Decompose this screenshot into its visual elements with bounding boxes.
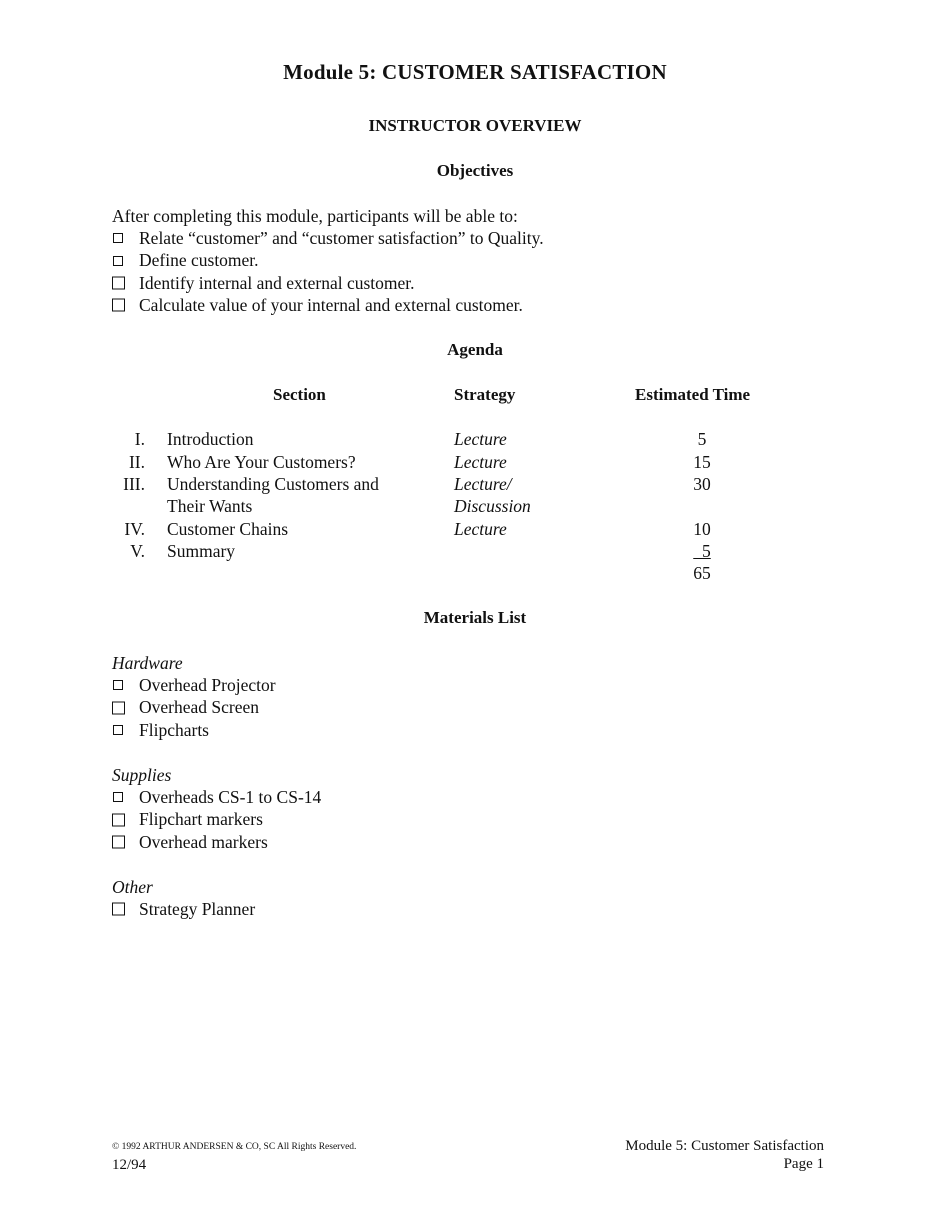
agenda-row-strategy: Lecture/	[454, 474, 512, 494]
footer-module: Module 5: Customer Satisfaction	[625, 1138, 824, 1154]
page-title: Module 5: CUSTOMER SATISFACTION	[283, 60, 667, 84]
agenda-row-section: Who Are Your Customers?	[167, 452, 356, 472]
checkbox-icon	[113, 680, 123, 690]
materials-heading: Materials List	[423, 608, 527, 627]
supplies-label: Supplies	[112, 765, 172, 785]
agenda-row-time: 10	[693, 519, 711, 539]
supplies-list	[112, 786, 321, 853]
agenda-row-section: Introduction	[167, 429, 254, 449]
agenda-row-time: 5	[697, 429, 707, 449]
objectives-intro: After completing this module, participants will be able to:	[112, 206, 518, 226]
agenda-row-time: 30	[693, 474, 711, 494]
agenda-heading: Agenda	[447, 340, 503, 359]
checkbox-icon	[112, 299, 125, 312]
subtitle: INSTRUCTOR OVERVIEW	[368, 116, 582, 135]
agenda-col-time: Estimated Time	[635, 385, 751, 404]
list-item: Flipcharts	[112, 719, 276, 741]
list-item: Overheads CS-1 to CS-14	[112, 786, 321, 808]
agenda-col-strategy: Strategy	[454, 385, 516, 404]
agenda-row-time-value: 5	[702, 541, 711, 561]
checkbox-icon	[113, 792, 123, 802]
list-item: Strategy Planner	[112, 898, 255, 920]
agenda-row-number: II.	[128, 452, 145, 472]
checkbox-icon	[112, 813, 125, 826]
hardware-label: Hardware	[112, 653, 183, 673]
list-item: Calculate value of your internal and external customer.	[112, 294, 544, 316]
agenda-row-time	[672, 540, 732, 562]
hardware-list	[112, 674, 276, 741]
footer-date: 12/94	[112, 1157, 147, 1173]
list-item: Overhead markers	[112, 831, 321, 853]
agenda-row-strategy: Lecture	[454, 452, 507, 472]
agenda-row-time: 15	[693, 452, 711, 472]
agenda-row-strategy: Lecture	[454, 519, 507, 539]
checkbox-icon	[112, 701, 125, 714]
checkbox-icon	[112, 276, 125, 289]
objectives-list	[112, 227, 544, 317]
agenda-col-section: Section	[273, 385, 326, 404]
other-list	[112, 898, 255, 920]
agenda-row-strategy-cont: Discussion	[454, 496, 531, 516]
agenda-row-section: Customer Chains	[167, 519, 289, 539]
list-item: Overhead Projector	[112, 674, 276, 696]
list-item: Define customer.	[112, 249, 544, 271]
checkbox-icon	[113, 256, 123, 266]
agenda-row-section-cont: Their Wants	[167, 496, 253, 516]
list-item: Identify internal and external customer.	[112, 272, 544, 294]
objectives-heading: Objectives	[436, 161, 514, 180]
other-label: Other	[112, 877, 153, 897]
agenda-row-section: Summary	[167, 541, 236, 561]
copyright-notice: © 1992 ARTHUR ANDERSEN & CO, SC All Rights Reserved.	[112, 1142, 357, 1152]
checkbox-icon	[112, 835, 125, 848]
agenda-row-number: III.	[123, 474, 145, 494]
agenda-total-time: 65	[693, 563, 711, 583]
list-item: Flipchart markers	[112, 808, 321, 830]
agenda-row-number: I.	[134, 429, 145, 449]
agenda-row-section: Understanding Customers and	[167, 474, 379, 494]
agenda-row-strategy: Lecture	[454, 429, 507, 449]
checkbox-icon	[113, 725, 123, 735]
checkbox-icon	[113, 233, 123, 243]
agenda-row-number: V.	[130, 541, 145, 561]
checkbox-icon	[112, 903, 125, 916]
list-item: Overhead Screen	[112, 696, 276, 718]
list-item: Relate “customer” and “customer satisfaction” to Quality.	[112, 227, 544, 249]
footer-page-number: Page 1	[783, 1156, 824, 1172]
agenda-row-number: IV.	[124, 519, 145, 539]
